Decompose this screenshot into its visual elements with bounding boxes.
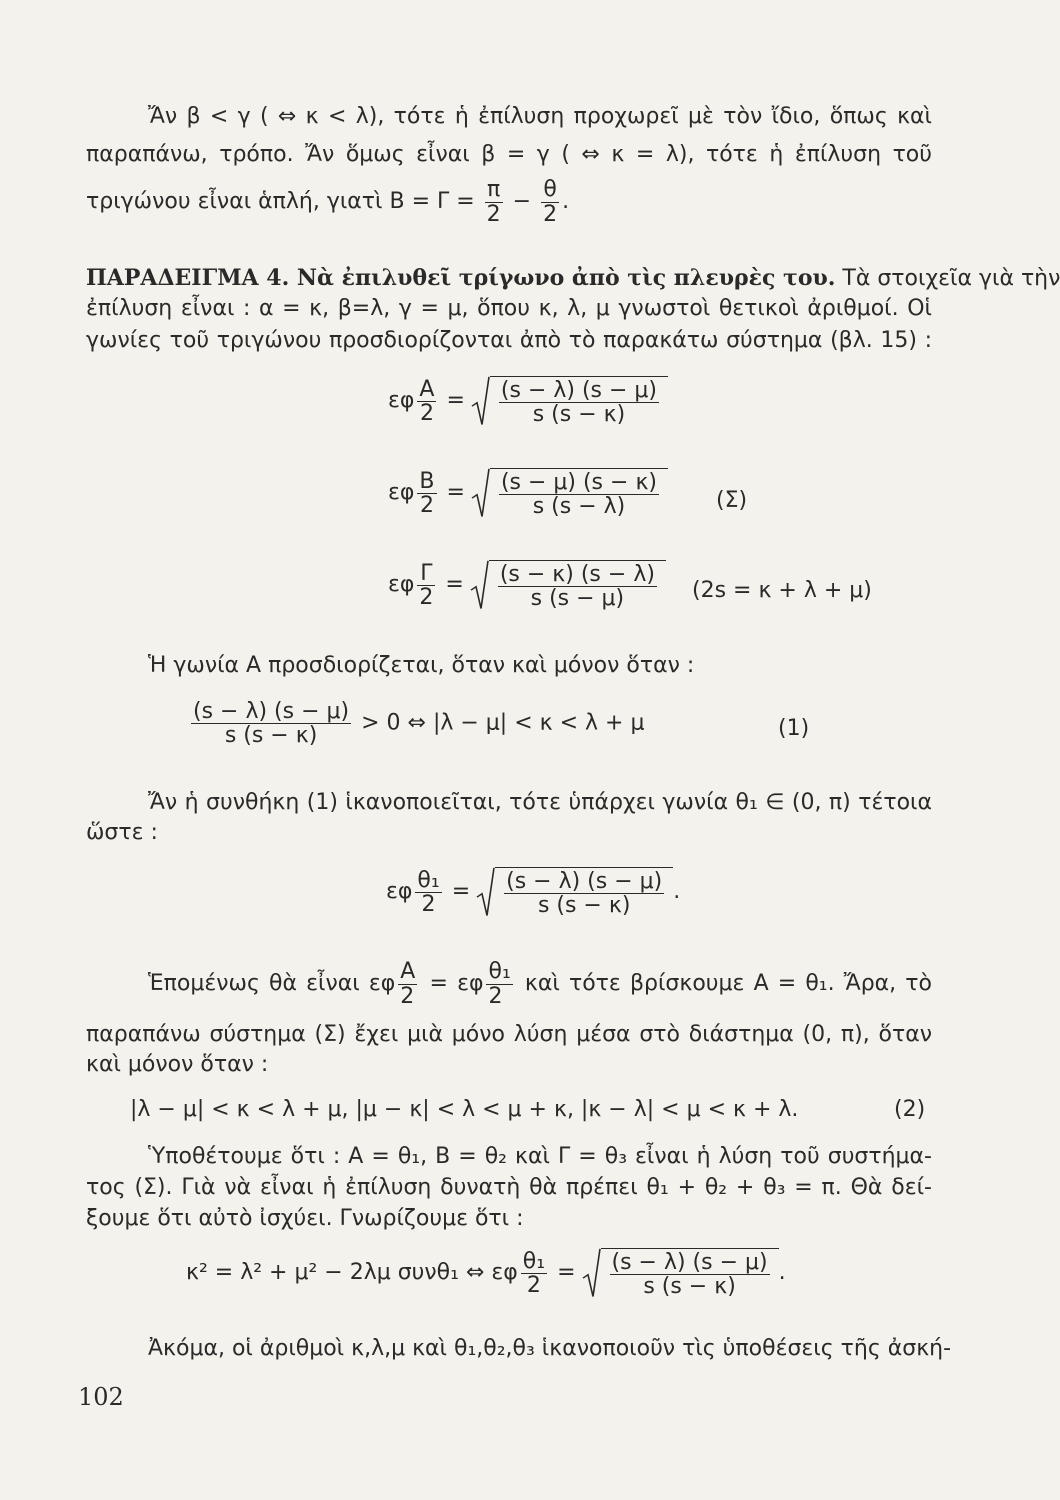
equation-label-1: (1) xyxy=(778,716,810,741)
denominator: 2 xyxy=(419,400,434,426)
radical-icon xyxy=(583,1248,601,1298)
square-root xyxy=(471,560,666,610)
numerator: (s − κ) (s − λ) xyxy=(499,562,655,587)
equation-tan-A-2 xyxy=(388,376,668,426)
equals-sign: = xyxy=(557,1260,576,1286)
text-line: καὶ μόνον ὅταν : xyxy=(86,1052,269,1077)
text-segment: τριγώνου εἶναι ἁπλή, γιατὶ B = Γ = xyxy=(86,189,482,214)
text-segment: = εφ xyxy=(420,971,484,996)
fraction xyxy=(504,870,664,917)
cosine-rule-equation xyxy=(186,1248,786,1298)
equation-tan-B-2 xyxy=(388,468,668,518)
equals-sign: = xyxy=(446,480,465,506)
numerator: B xyxy=(419,468,435,494)
text-line: Ἀκόμα, οἱ ἀριθμοὶ κ,λ,μ καὶ θ₁,θ₂,θ₃ ἱκανοποιοῦν τὶς ὑποθέσεις τῆς ἀσκή- xyxy=(148,1336,952,1361)
numerator: (s − μ) (s − κ) xyxy=(500,470,657,495)
text-line: ξουμε ὅτι αὐτὸ ἰσχύει. Γνωρίζουμε ὅτι : xyxy=(86,1206,524,1231)
triangle-inequalities: |λ − μ| < κ < λ + μ, |μ − κ| < λ < μ + κ, |κ − λ| < μ < κ + λ. xyxy=(130,1097,799,1122)
equals-sign: = xyxy=(446,388,465,414)
text-line: Ἄν β < γ ( ⇔ κ < λ), τότε ἡ ἐπίλυση προχωρεῖ μὲ τὸν ἴδιο, ὅπως καὶ xyxy=(148,104,932,129)
denominator: s (s − λ) xyxy=(532,494,626,520)
square-root xyxy=(583,1248,779,1298)
fraction-theta1-2 xyxy=(521,1250,547,1297)
fraction xyxy=(499,379,659,426)
denominator: s (s − κ) xyxy=(643,1274,736,1300)
equals-sign: = xyxy=(451,879,471,905)
minus-sign: − xyxy=(505,189,539,214)
denominator: 2 xyxy=(488,983,503,1009)
text-line: γωνίες τοῦ τριγώνου προσδιορίζονται ἀπὸ τὸ παρακάτω σύστημα (βλ. 15) : xyxy=(86,328,932,353)
numerator: θ₁ xyxy=(488,959,511,985)
fraction-B-2 xyxy=(417,470,436,517)
system-label: (Σ) xyxy=(716,488,748,513)
text-segment: Ἑπομένως θὰ εἶναι εφ xyxy=(148,971,396,996)
denominator: 2 xyxy=(486,201,501,227)
numerator: Γ xyxy=(417,562,435,586)
page-number: 102 xyxy=(78,1383,124,1411)
numerator: (s − λ) (s − μ) xyxy=(193,699,350,724)
numerator: A xyxy=(419,376,435,402)
tan-symbol: εφ xyxy=(388,388,415,414)
denominator: s (s − κ) xyxy=(537,893,631,919)
tan-symbol: εφ xyxy=(386,879,413,905)
numerator: θ₁ xyxy=(522,1248,546,1274)
condition-1 xyxy=(188,700,644,747)
denominator: s (s − κ) xyxy=(224,723,318,749)
denominator: 2 xyxy=(419,584,434,610)
text-line: Ὑποθέτουμε ὅτι : A = θ₁, B = θ₂ καὶ Γ = θ₃ εἶναι ἡ λύση τοῦ συστήμα- xyxy=(148,1144,932,1169)
text-line: ὥστε : xyxy=(86,820,158,845)
text-line: Ἡ γωνία A προσδιορίζεται, ὅταν καὶ μόνον ὅταν : xyxy=(148,653,695,678)
example-line xyxy=(86,263,1060,294)
equation-tan-G-2 xyxy=(388,560,666,610)
numerator: (s − λ) (s − μ) xyxy=(500,378,658,403)
period: . xyxy=(778,1260,786,1286)
inequality: > 0 ⇔ |λ − μ| < κ < λ + μ xyxy=(354,710,645,736)
example-heading: ΠΑΡΑΔΕΙΓΜΑ 4. Νὰ ἐπιλυθεῖ τρίγωνο ἀπὸ τὶς πλευρὲς του. xyxy=(86,265,836,291)
tan-symbol: εφ xyxy=(388,572,415,598)
period: . xyxy=(673,879,681,905)
fraction xyxy=(498,563,657,610)
denominator: s (s − κ) xyxy=(532,402,626,428)
semiperimeter-condition: (2s = κ + λ + μ) xyxy=(692,578,872,603)
radical-icon xyxy=(471,560,489,610)
denominator: 2 xyxy=(421,891,436,917)
radical-icon xyxy=(477,867,495,917)
numerator: (s − λ) (s − μ) xyxy=(611,1250,768,1275)
text-segment: καὶ τότε βρίσκουμε A = θ₁. Ἄρα, τὸ xyxy=(515,971,933,996)
equation-label-2: (2) xyxy=(894,1097,926,1122)
numerator: θ xyxy=(541,178,559,202)
fraction-pi-2 xyxy=(485,178,503,225)
equals-sign: = xyxy=(445,572,464,598)
square-root xyxy=(472,376,668,426)
text-segment: κ² = λ² + μ² − 2λμ συνθ₁ ⇔ εφ xyxy=(186,1260,518,1286)
text-segment: Τὰ στοιχεῖα γιὰ τὴν xyxy=(835,266,1060,291)
denominator: s (s − μ) xyxy=(530,586,625,612)
square-root xyxy=(477,867,673,917)
denominator: 2 xyxy=(543,201,558,227)
numerator: π xyxy=(485,178,503,202)
fraction-theta-2 xyxy=(541,178,559,225)
text-line: παραπάνω, τρόπο. Ἄν ὅμως εἶναι β = γ ( ⇔ κ = λ), τότε ἡ ἐπίλυση τοῦ xyxy=(86,142,932,167)
text-line-with-formula xyxy=(148,958,932,1010)
radical-icon xyxy=(472,468,490,518)
numerator: (s − λ) (s − μ) xyxy=(506,869,663,894)
radical-icon xyxy=(472,376,490,426)
fraction-A-2 xyxy=(398,960,417,1007)
fraction-G-2 xyxy=(417,562,435,609)
text-line: Ἄν ἡ συνθήκη (1) ἱκανοποιεῖται, τότε ὑπάρχει γωνία θ₁ ∈ (0, π) τέτοια xyxy=(148,790,932,815)
period: . xyxy=(562,189,570,214)
text-line-with-formula xyxy=(86,172,932,232)
text-line: παραπάνω σύστημα (Σ) ἔχει μιὰ μόνο λύση μέσα στὸ διάστημα (0, π), ὅταν xyxy=(86,1022,932,1047)
denominator: 2 xyxy=(419,492,434,518)
fraction xyxy=(191,700,351,747)
fraction xyxy=(610,1251,770,1298)
denominator: 2 xyxy=(400,983,415,1009)
numerator: A xyxy=(400,959,416,985)
text-line: ἐπίλυση εἶναι : α = κ, β=λ, γ = μ, ὅπου κ, λ, μ γνωστοὶ θετικοὶ ἀριθμοί. Οἱ xyxy=(86,296,932,321)
equation-tan-theta1-2 xyxy=(386,867,680,917)
fraction-theta1-2 xyxy=(486,960,512,1007)
text-line: τος (Σ). Γιὰ νὰ εἶναι ἡ ἐπίλυση δυνατὴ θὰ πρέπει θ₁ + θ₂ + θ₃ = π. Θὰ δεί- xyxy=(86,1175,932,1200)
denominator: 2 xyxy=(526,1272,541,1298)
fraction-theta1-2 xyxy=(415,869,441,916)
fraction-A-2 xyxy=(417,378,436,425)
fraction xyxy=(499,471,659,518)
tan-symbol: εφ xyxy=(388,480,415,506)
square-root xyxy=(472,468,668,518)
numerator: θ₁ xyxy=(417,867,440,893)
